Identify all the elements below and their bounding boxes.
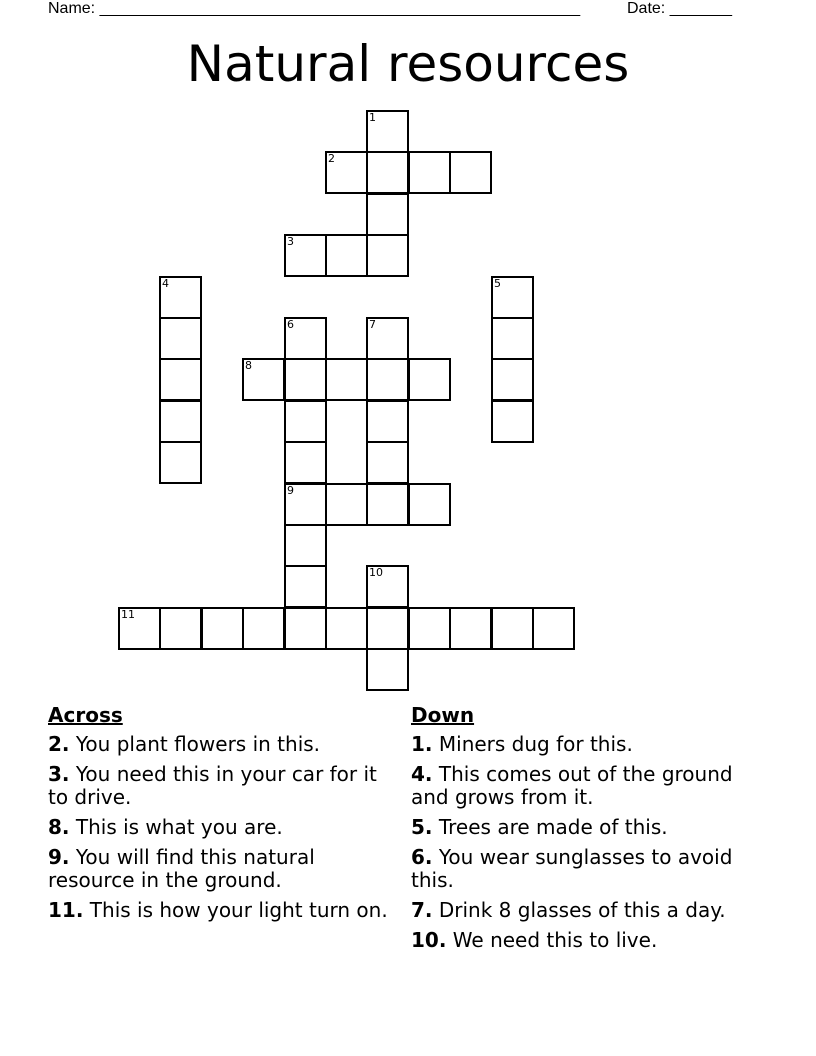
down-clue (411, 929, 756, 952)
crossword-cell[interactable] (366, 607, 409, 650)
clue-number-label: 6. (411, 845, 433, 869)
crossword-cell[interactable] (408, 483, 451, 526)
clue-text: Miners dug for this. (438, 732, 633, 756)
name-field-label: Name: ______________________________________________________ (48, 0, 581, 17)
crossword-cell[interactable] (532, 607, 575, 650)
clue-text: Trees are made of this. (438, 815, 668, 839)
across-clue-list (48, 733, 388, 922)
crossword-cell[interactable] (284, 441, 327, 484)
clue-text: This comes out of the ground and grows from it. (411, 762, 733, 809)
clue-number: 2 (328, 152, 335, 165)
clue-number-label: 2. (48, 732, 70, 756)
crossword-cell[interactable] (366, 483, 409, 526)
crossword-cell[interactable] (325, 234, 368, 277)
crossword-cell[interactable] (366, 441, 409, 484)
crossword-cell[interactable] (491, 317, 534, 360)
clue-number: 9 (287, 484, 294, 497)
crossword-cell[interactable] (491, 400, 534, 443)
clue-number-label: 3. (48, 762, 70, 786)
clue-number: 11 (121, 608, 135, 621)
crossword-cell[interactable] (242, 358, 285, 401)
crossword-cell[interactable] (118, 607, 161, 650)
across-clue (48, 846, 388, 892)
crossword-cell[interactable] (159, 441, 202, 484)
across-clue (48, 816, 388, 839)
crossword-cell[interactable] (449, 151, 492, 194)
down-clue-list (411, 733, 756, 952)
clue-text: You need this in your car for it to drive. (48, 762, 377, 809)
clue-number-label: 5. (411, 815, 433, 839)
clue-number: 10 (369, 566, 383, 579)
crossword-cell[interactable] (325, 483, 368, 526)
crossword-cell[interactable] (366, 193, 409, 236)
crossword-cell[interactable] (366, 400, 409, 443)
crossword-cell[interactable] (366, 565, 409, 608)
clue-number: 5 (494, 277, 501, 290)
clue-text: You plant flowers in this. (75, 732, 321, 756)
crossword-cell[interactable] (284, 317, 327, 360)
crossword-cell[interactable] (491, 358, 534, 401)
clue-text: This is how your light turn on. (89, 898, 388, 922)
clue-text: Drink 8 glasses of this a day. (438, 898, 726, 922)
clue-text: This is what you are. (75, 815, 283, 839)
clue-number: 6 (287, 318, 294, 331)
clue-number: 7 (369, 318, 376, 331)
page-title: Natural resources (186, 35, 630, 93)
crossword-cell[interactable] (284, 234, 327, 277)
across-clues (48, 704, 388, 929)
crossword-cell[interactable] (284, 400, 327, 443)
across-clue (48, 763, 388, 809)
clue-text: We need this to live. (452, 928, 658, 952)
crossword-cell[interactable] (242, 607, 285, 650)
down-clue (411, 846, 756, 892)
crossword-cell[interactable] (491, 607, 534, 650)
crossword-cell[interactable] (449, 607, 492, 650)
down-clue (411, 763, 756, 809)
crossword-cell[interactable] (284, 358, 327, 401)
crossword-cell[interactable] (408, 151, 451, 194)
clue-number: 4 (162, 277, 169, 290)
crossword-cell[interactable] (325, 151, 368, 194)
clue-number: 1 (369, 111, 376, 124)
crossword-cell[interactable] (366, 151, 409, 194)
crossword-cell[interactable] (366, 648, 409, 691)
clue-number-label: 11. (48, 898, 84, 922)
clue-number: 3 (287, 235, 294, 248)
crossword-cell[interactable] (366, 110, 409, 153)
clue-number-label: 10. (411, 928, 447, 952)
crossword-cell[interactable] (325, 607, 368, 650)
clue-text: You will find this natural resource in the ground. (48, 845, 315, 892)
crossword-cell[interactable] (159, 276, 202, 319)
crossword-cell[interactable] (408, 607, 451, 650)
clue-number-label: 1. (411, 732, 433, 756)
crossword-cell[interactable] (159, 317, 202, 360)
crossword-cell[interactable] (201, 607, 244, 650)
clue-number-label: 9. (48, 845, 70, 869)
down-clue (411, 816, 756, 839)
crossword-cell[interactable] (159, 400, 202, 443)
across-clue (48, 899, 388, 922)
crossword-cell[interactable] (284, 524, 327, 567)
down-clue (411, 733, 756, 756)
crossword-cell[interactable] (366, 358, 409, 401)
crossword-cell[interactable] (408, 358, 451, 401)
clue-number-label: 8. (48, 815, 70, 839)
down-clues (411, 704, 756, 959)
clue-text: You wear sunglasses to avoid this. (411, 845, 733, 892)
crossword-cell[interactable] (366, 317, 409, 360)
crossword-cell[interactable] (284, 607, 327, 650)
clue-number-label: 4. (411, 762, 433, 786)
clue-number: 8 (245, 359, 252, 372)
crossword-cell[interactable] (491, 276, 534, 319)
date-field-label: Date: _______ (627, 0, 732, 17)
crossword-cell[interactable] (284, 483, 327, 526)
down-clue (411, 899, 756, 922)
crossword-cell[interactable] (159, 607, 202, 650)
crossword-cell[interactable] (366, 234, 409, 277)
crossword-cell[interactable] (284, 565, 327, 608)
down-heading: Down (411, 703, 475, 727)
across-heading: Across (48, 703, 123, 727)
crossword-cell[interactable] (325, 358, 368, 401)
across-clue (48, 733, 388, 756)
crossword-cell[interactable] (159, 358, 202, 401)
clue-number-label: 7. (411, 898, 433, 922)
